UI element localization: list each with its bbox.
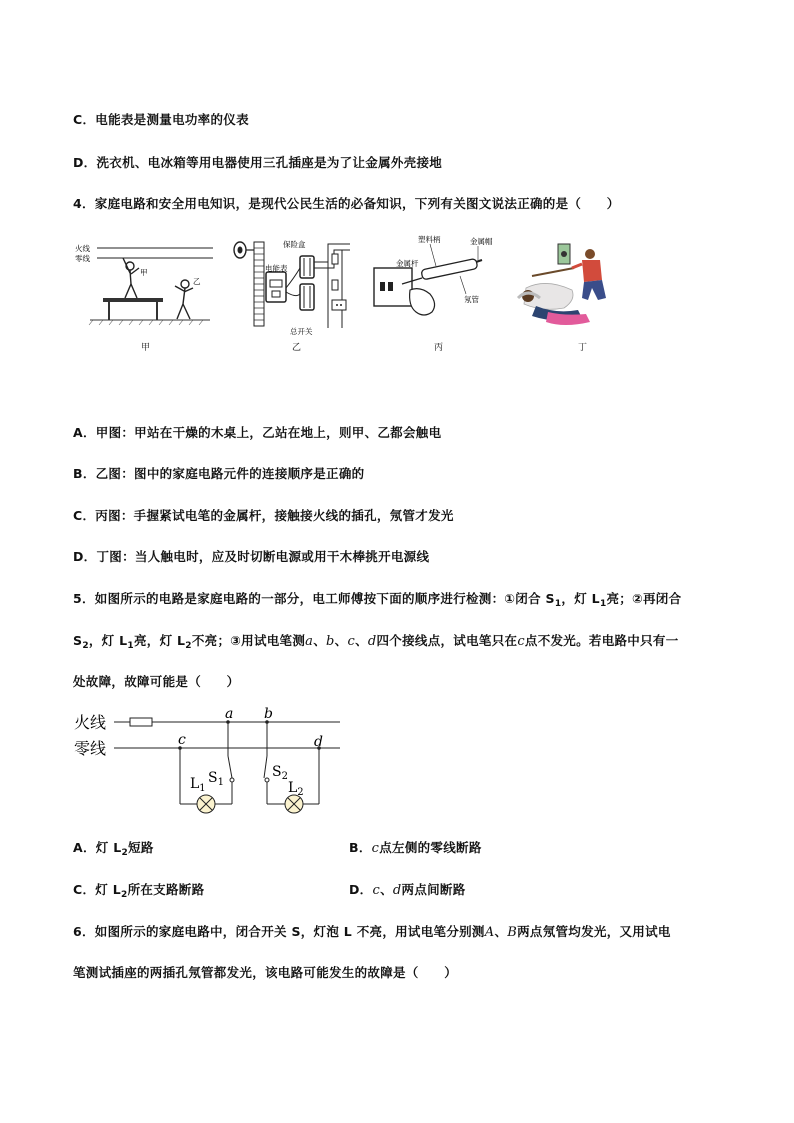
q5-option-a: A．灯 $L_2$短路 [73, 840, 154, 858]
q5-option-b: B．c点左侧的零线断路 [349, 840, 482, 856]
q5-option-d: D．c、d两点间断路 [349, 882, 466, 898]
q4-option-b: B．乙图：图中的家庭电路元件的连接顺序是正确的 [73, 466, 365, 481]
jia-person-label: 甲 [140, 268, 148, 277]
q5-stem-line1: 5．如图所示的电路是家庭电路的一部分，电工师傅按下面的顺序进行检测：①闭合 $S_1$，灯 $L_1$亮；②再闭合 [73, 591, 682, 609]
q5-stem-line3: 处故障，故障可能是（ ） [73, 674, 240, 689]
jia-fire-label: 火线 [75, 244, 90, 253]
switch-s1 [228, 756, 232, 778]
bing-rod-label: 金属杆 [396, 259, 419, 268]
point-d: d [314, 734, 323, 750]
yi-switch-label: 总开关 [290, 327, 313, 336]
q4-figure-ding [512, 228, 652, 358]
q5-stem-line2: $S_2$，灯 $L_1$亮，灯 $L_2$不亮；③用试电笔测a、b、c、d四个接线点，试电笔只在c点不发光。若电路中只有一 [73, 633, 679, 651]
figure-caption-yi: 乙 [292, 343, 302, 353]
circuit-fire-label: 火线 [74, 713, 107, 732]
q4-figure-jia [75, 228, 215, 358]
bing-cap-label: 金属帽 [470, 237, 493, 246]
q4-figure-bing [372, 228, 502, 358]
q6-stem-line2: 笔测试插座的两插孔氖管都发光，该电路可能发生的故障是（ ） [73, 965, 458, 980]
q3-option-d: D．洗衣机、电冰箱等用电器使用三孔插座是为了让金属外壳接地 [73, 155, 443, 170]
q4-figure-yi [228, 228, 358, 358]
q6-stem-line1: 6．如图所示的家庭电路中，闭合开关 S，灯泡 L 不亮，用试电笔分别测A、B两点氖管均发光，又用试电 [73, 924, 671, 940]
switch-s2-label: $S_2$ [272, 764, 288, 782]
jia-yi-label: 乙 [193, 277, 201, 286]
yi-meter-label: 电能表 [265, 264, 288, 273]
bing-neon-label: 氖管 [464, 295, 479, 304]
q5-option-c: C．灯 $L_2$所在支路断路 [73, 882, 205, 900]
figure-caption-ding: 丁 [578, 343, 588, 353]
q4-option-c: C．丙图：手握紧试电笔的金属杆，接触接火线的插孔，氖管才发光 [73, 508, 454, 523]
q3-option-c: C．电能表是测量电功率的仪表 [73, 112, 249, 127]
q4-option-a: A．甲图：甲站在干燥的木桌上，乙站在地上，则甲、乙都会触电 [73, 425, 442, 440]
switch-s2 [264, 756, 267, 778]
lamp-l1-label: $L_1$ [190, 776, 206, 794]
figure-caption-bing: 丙 [434, 343, 444, 353]
figure-caption-jia: 甲 [141, 343, 151, 353]
bing-handle-label: 塑料柄 [418, 235, 441, 244]
point-c: c [178, 732, 186, 748]
switch-s1-label: $S_1$ [208, 770, 224, 788]
q4-option-d: D．丁图：当人触电时，应及时切断电源或用干木棒挑开电源线 [73, 549, 430, 564]
point-a: a [225, 706, 234, 722]
lamp-l2-label: $L_2$ [288, 780, 304, 798]
q5-circuit-figure [72, 702, 352, 822]
point-b: b [264, 706, 273, 722]
yi-fuse-label: 保险盒 [283, 240, 306, 249]
circuit-neutral-label: 零线 [74, 739, 107, 758]
jia-neutral-label: 零线 [75, 254, 90, 263]
q4-stem: 4．家庭电路和安全用电知识，是现代公民生活的必备知识，下列有关图文说法正确的是（ ） [73, 196, 620, 211]
